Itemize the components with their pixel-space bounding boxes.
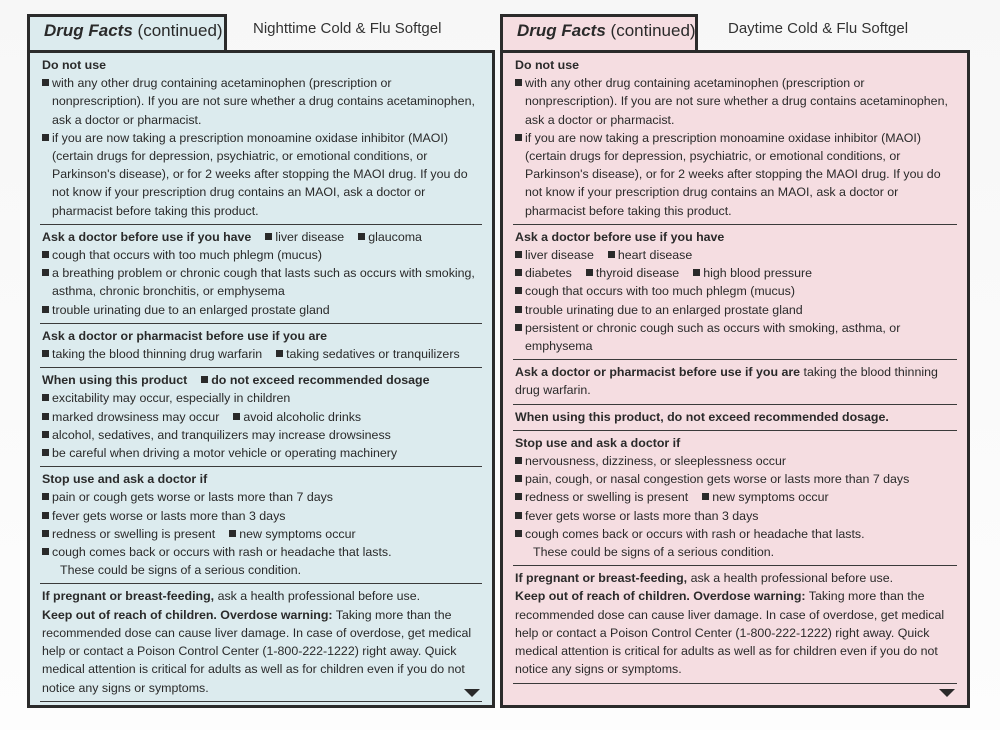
bullet-icon [515, 287, 522, 294]
list-item: cough that occurs with too much phlegm (mucus) [42, 246, 482, 264]
bullet-icon [229, 530, 236, 537]
section-heading: Do not use [515, 58, 580, 72]
when-using-text: When using this product, do not exceed recommended dosage. [515, 409, 889, 424]
tab-title: Drug Facts [44, 21, 133, 40]
daytime-product-name: Daytime Cold & Flu Softgel [728, 20, 909, 37]
bullet-icon [515, 306, 522, 313]
list-item: redness or swelling is present new symptoms occur [42, 525, 482, 543]
stop-use-section [40, 467, 482, 584]
list-item: cough that occurs with too much phlegm (mucus) [515, 282, 957, 300]
ask-doctor-section [513, 225, 957, 360]
bullet-icon [586, 269, 593, 276]
bullet-icon [42, 269, 49, 276]
section-heading: Ask a doctor or pharmacist before use if you are [42, 328, 328, 343]
section-heading: Stop use and ask a doctor if [42, 472, 208, 487]
do-not-use-section [40, 53, 482, 225]
list-item: excitability may occur, especially in children [42, 389, 482, 407]
bullet-icon [608, 251, 615, 258]
bullet-icon [42, 512, 49, 519]
when-using-section [40, 368, 482, 467]
list-item: alcohol, sedatives, and tranquilizers may increase drowsiness [42, 426, 482, 444]
list-item: with any other drug containing acetaminophen (prescription or nonprescription). If you are not sure whether a drug contains acetaminophen, ask a doctor or pharmacist. [42, 74, 482, 129]
tab-continued: (continued) [137, 21, 223, 40]
overdose-text: Keep out of reach of children. Overdose warning: Taking more than the recommended dose can cause liver damage. In case of overdose, get medical help or contact a Poison Control Center (1-800-222-1222) right away. Quick medical attention is critical for adults as well as for children even if you do not notice any signs or symptoms. [515, 589, 945, 677]
bullet-icon [42, 449, 49, 456]
bullet-icon [515, 530, 522, 537]
list-item: pain, cough, or nasal congestion gets worse or lasts more than 7 days [515, 470, 957, 488]
pregnant-text: If pregnant or breast-feeding, ask a health professional before use. [42, 589, 421, 604]
warning-note: These could be signs of a serious condition. [60, 563, 302, 578]
bullet-icon [515, 251, 522, 258]
bullet-icon [42, 413, 49, 420]
bullet-icon [265, 233, 272, 240]
nighttime-tabs [27, 14, 495, 52]
daytime-drug-facts-tab [500, 14, 698, 52]
section-heading: Do not use [42, 58, 107, 72]
bullet-icon [702, 493, 709, 500]
nighttime-product-name: Nighttime Cold & Flu Softgel [253, 20, 442, 37]
bullet-icon [693, 269, 700, 276]
bullet-icon [515, 269, 522, 276]
nighttime-drug-facts-tab [27, 14, 227, 52]
list-item: diabetes thyroid disease high blood pressure [515, 264, 957, 282]
list-item: if you are now taking a prescription monoamine oxidase inhibitor (MAOI) (certain drugs for depression, psychiatric, or emotional conditions, or Parkinson's disease), or for 2 weeks after stopping the MAOI drug. If you do not know if your prescription drug contains an MAOI, ask a doctor or pharmacist before taking this product. [42, 129, 482, 220]
bullet-icon [42, 493, 49, 500]
ask-pharmacist-text: Ask a doctor or pharmacist before use if you are taking the blood thinning drug warfarin. [515, 365, 938, 398]
daytime-facts-box [500, 50, 970, 708]
bullet-icon [42, 79, 49, 86]
list-item: cough comes back or occurs with rash or headache that lasts. [42, 543, 482, 561]
overdose-text: Keep out of reach of children. Overdose warning: Taking more than the recommended dose can cause liver damage. In case of overdose, get medical help or contact a Poison Control Center (1-800-222-1222) right away. Quick medical attention is critical for adults as well as for children even if you do not notice any signs or symptoms. [42, 607, 472, 695]
section-heading: Ask a doctor before use if you have [515, 229, 725, 244]
bullet-icon [42, 350, 49, 357]
bullet-icon [42, 306, 49, 313]
list-item: nervousness, dizziness, or sleeplessness occur [515, 452, 957, 470]
tab-continued: (continued) [610, 21, 696, 40]
when-using-section [513, 405, 957, 431]
pregnant-overdose-section [40, 584, 482, 701]
list-item: redness or swelling is present new symptoms occur [515, 488, 957, 506]
list-item: liver disease heart disease [515, 246, 957, 264]
daytime-panel [500, 14, 970, 708]
continue-arrow-icon [939, 689, 955, 697]
bullet-icon [42, 394, 49, 401]
list-item: if you are now taking a prescription monoamine oxidase inhibitor (MAOI) (certain drugs for depression, psychiatric, or emotional conditions, or Parkinson's disease), or for 2 weeks after stopping the MAOI drug. If you do not know if your prescription drug contains an MAOI, ask a doctor or pharmacist before taking this product. [515, 129, 957, 220]
bullet-icon [42, 134, 49, 141]
bullet-icon [201, 376, 208, 383]
ask-doctor-section [40, 225, 482, 324]
bullet-icon [515, 475, 522, 482]
ask-pharmacist-section [513, 360, 957, 404]
bullet-icon [42, 431, 49, 438]
bullet-icon [515, 134, 522, 141]
ask-doctor-heading-row: Ask a doctor before use if you have liver disease glaucoma [42, 229, 422, 244]
bullet-icon [233, 413, 240, 420]
list-item: a breathing problem or chronic cough that lasts such as occurs with smoking, asthma, chronic bronchitis, or emphysema [42, 264, 482, 300]
list-item: trouble urinating due to an enlarged prostate gland [515, 301, 957, 319]
continue-arrow-icon [464, 689, 480, 697]
nighttime-panel [27, 14, 495, 708]
bullet-icon [358, 233, 365, 240]
ask-pharmacist-section [40, 324, 482, 368]
bullet-icon [515, 457, 522, 464]
bullet-icon [42, 530, 49, 537]
warning-note: These could be signs of a serious condition. [533, 545, 775, 560]
daytime-tabs [500, 14, 970, 52]
bullet-icon [515, 512, 522, 519]
list-item: trouble urinating due to an enlarged prostate gland [42, 301, 482, 319]
bullet-icon [42, 251, 49, 258]
list-item: pain or cough gets worse or lasts more than 7 days [42, 488, 482, 506]
list-item: persistent or chronic cough such as occurs with smoking, asthma, or emphysema [515, 319, 957, 355]
pregnant-overdose-section [513, 566, 957, 683]
stop-use-section [513, 431, 957, 566]
list-item: fever gets worse or lasts more than 3 days [515, 507, 957, 525]
bullet-icon [515, 324, 522, 331]
bullet-icon [515, 79, 522, 86]
list-item: taking the blood thinning drug warfarin taking sedatives or tranquilizers [42, 345, 482, 363]
pregnant-text: If pregnant or breast-feeding, ask a health professional before use. [515, 571, 894, 586]
bullet-icon [276, 350, 283, 357]
list-item: be careful when driving a motor vehicle or operating machinery [42, 444, 482, 462]
do-not-use-section [513, 53, 957, 225]
section-heading: Stop use and ask a doctor if [515, 435, 681, 450]
when-using-heading-row: When using this product do not exceed recommended dosage [42, 373, 430, 388]
list-item: with any other drug containing acetaminophen (prescription or nonprescription). If you are not sure whether a drug contains acetaminophen, ask a doctor or pharmacist. [515, 74, 957, 129]
list-item: fever gets worse or lasts more than 3 days [42, 507, 482, 525]
tab-title: Drug Facts [517, 21, 606, 40]
list-item: cough comes back or occurs with rash or headache that lasts. [515, 525, 957, 543]
nighttime-facts-box [27, 50, 495, 708]
bullet-icon [515, 493, 522, 500]
bullet-icon [42, 548, 49, 555]
list-item: marked drowsiness may occur avoid alcoholic drinks [42, 408, 482, 426]
